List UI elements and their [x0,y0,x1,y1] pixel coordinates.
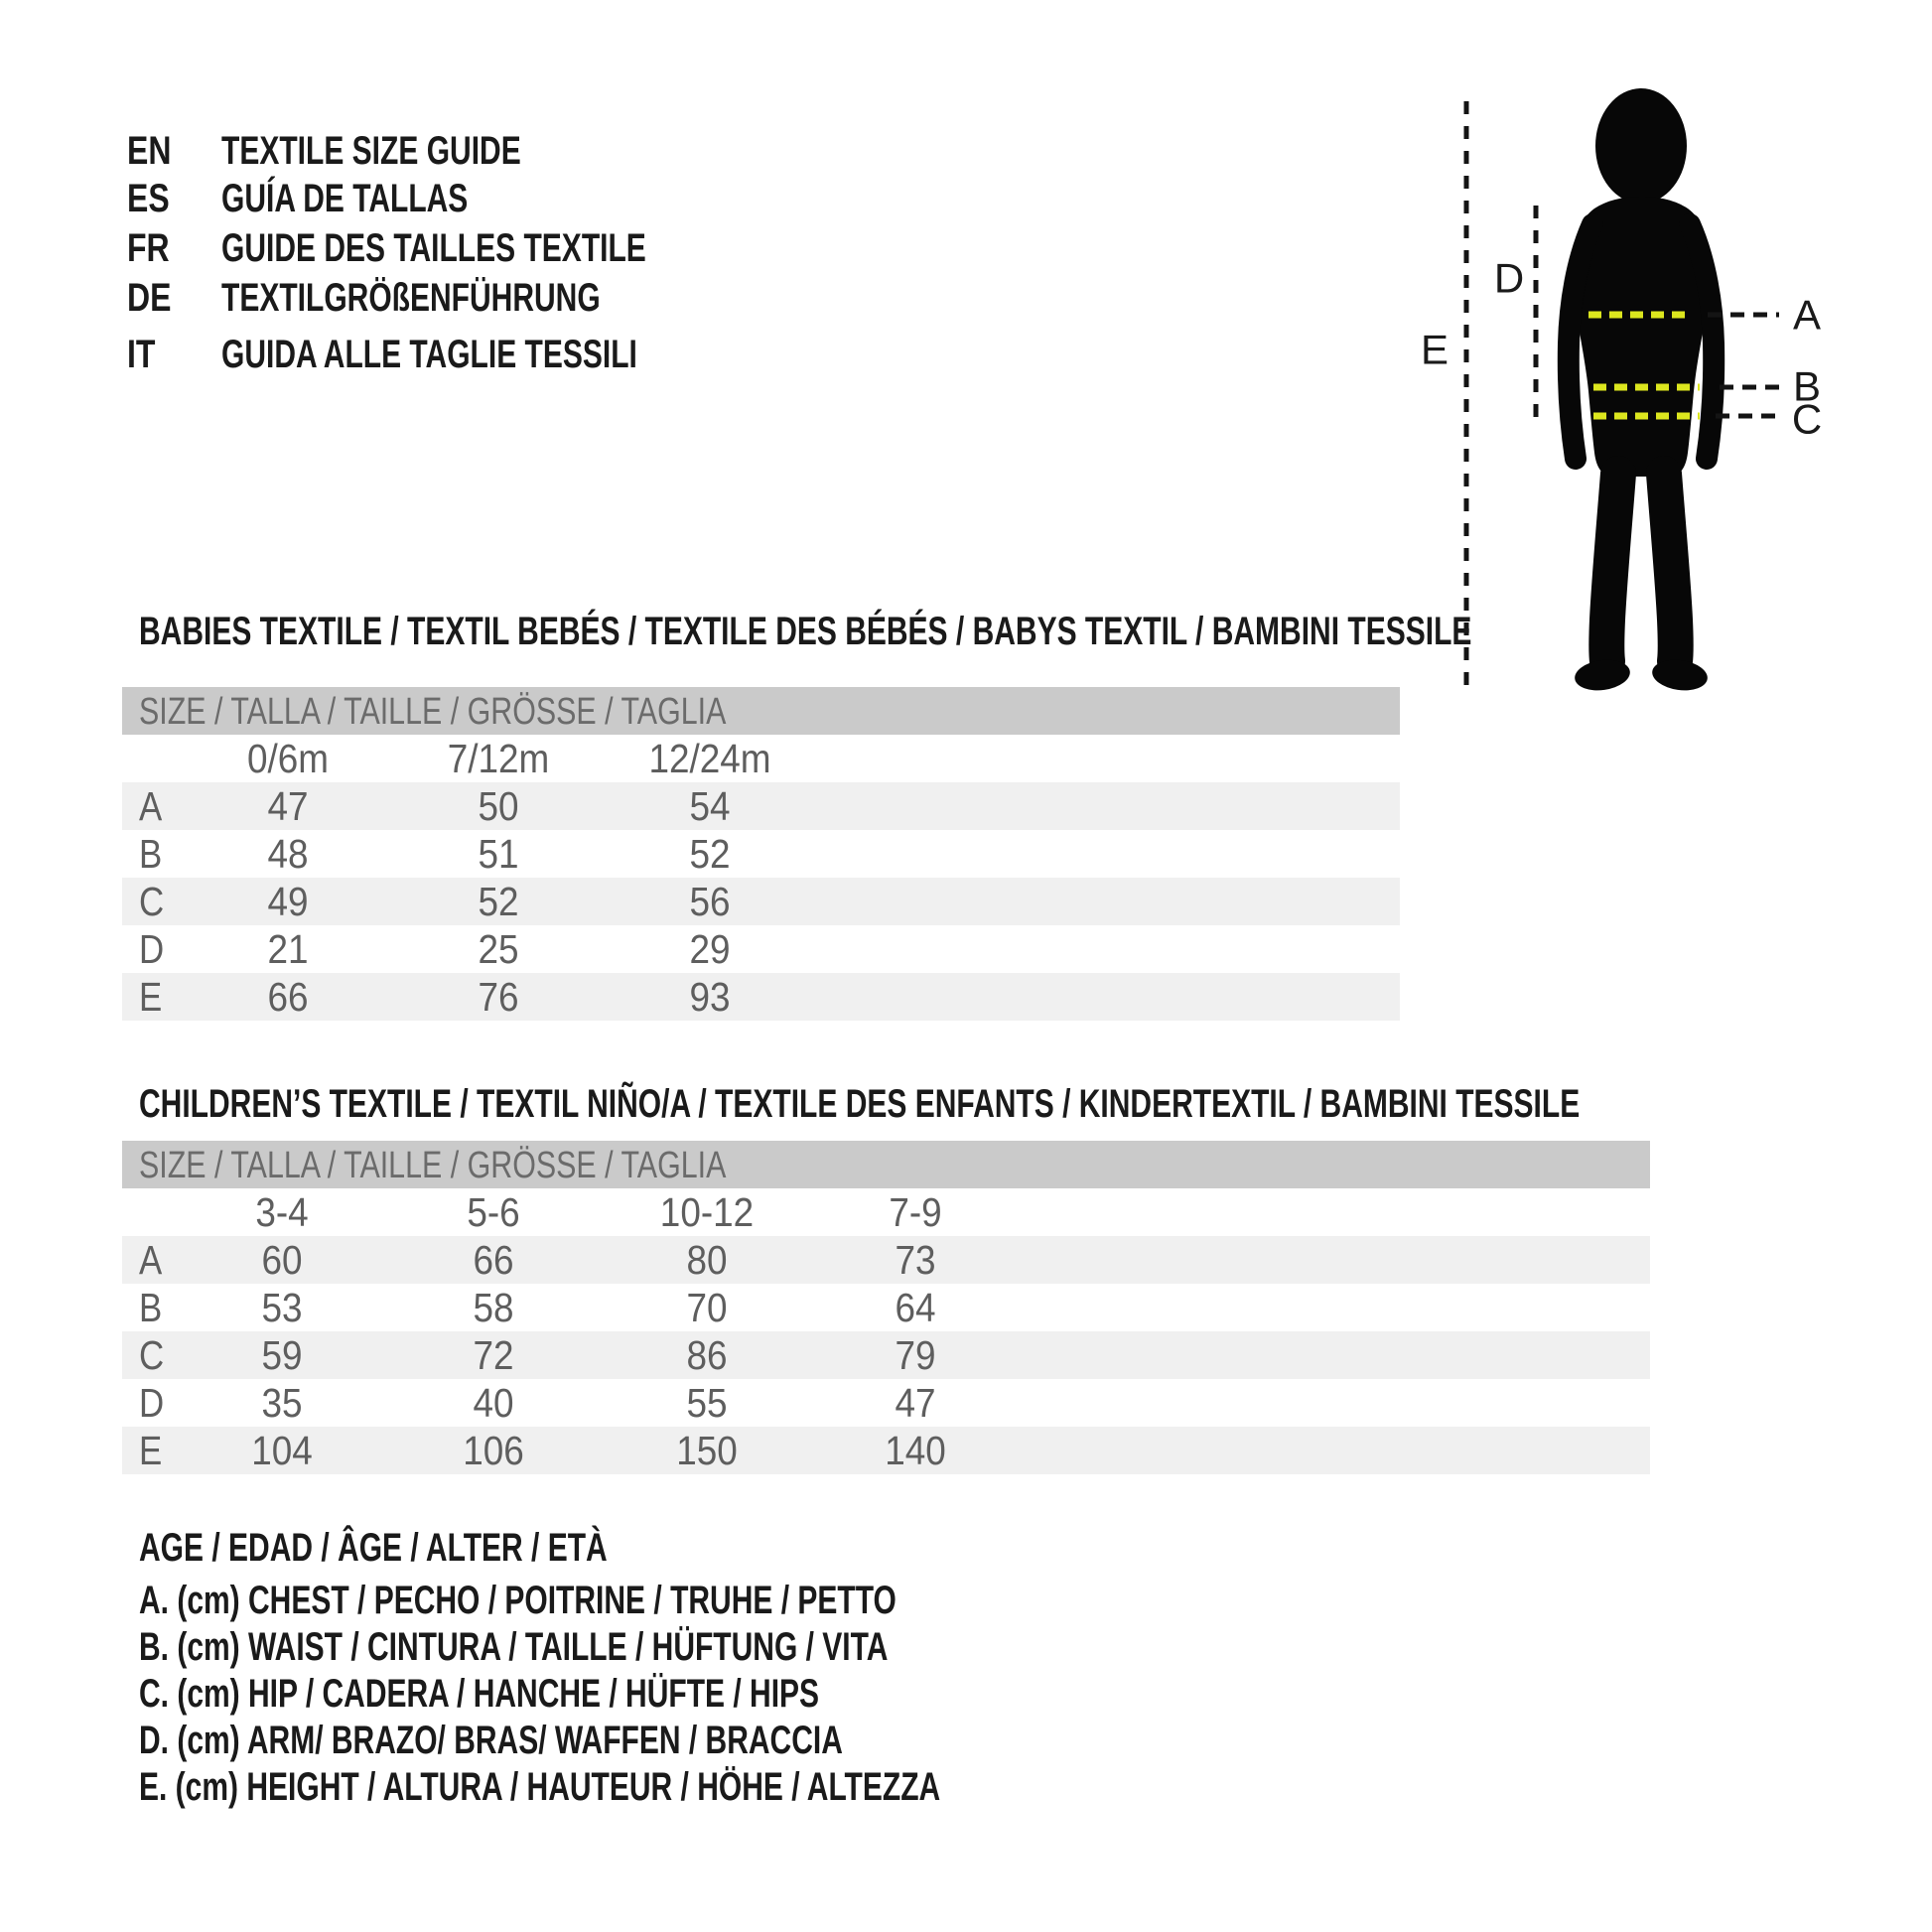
table-cell: 54 [689,783,731,829]
table-cell: 79 [895,1332,936,1378]
size-header-text: SIZE / TALLA / TAILLE / GRÖSSE / TAGLIA [139,691,727,733]
table-cell: 52 [689,831,731,877]
table-cell: 60 [261,1237,303,1283]
table-row [122,830,1400,878]
table-cell: 140 [885,1428,946,1473]
column-header: 12/24m [648,736,771,781]
label-c: C [1791,395,1823,443]
table-cell: 47 [895,1380,936,1426]
row-label: E [139,1428,163,1473]
table-cell: 48 [267,831,309,877]
language-code: ES [127,177,170,220]
table-cell: 55 [686,1380,728,1426]
language-title: GUIDA ALLE TAGLIE TESSILI [221,333,637,376]
table-cell: 106 [463,1428,524,1473]
language-title: GUIDE DES TAILLES TEXTILE [221,226,646,270]
table-row [122,1331,1650,1379]
table-row [122,878,1400,925]
table-cell: 49 [267,879,309,924]
row-label: A [139,783,163,829]
row-label: D [139,1380,165,1426]
row-label: B [139,1285,163,1330]
label-d: D [1493,254,1525,302]
language-title: TEXTILE SIZE GUIDE [221,129,521,173]
column-header: 5-6 [467,1189,520,1235]
babies-size-header-bar [122,687,1400,735]
row-label: A [139,1237,163,1283]
column-header: 7-9 [889,1189,942,1235]
legend-line-height: E. (cm) HEIGHT / ALTURA / HAUTEUR / HÖHE / ALTEZZA [139,1765,941,1809]
table-row [122,782,1400,830]
row-label: C [139,1332,165,1378]
table-cell: 72 [473,1332,514,1378]
table-cell: 29 [689,926,731,972]
table-cell: 52 [478,879,519,924]
column-header: 7/12m [447,736,550,781]
legend-line-arm: D. (cm) ARM/ BRAZO/ BRAS/ WAFFEN / BRACCIA [139,1719,843,1762]
table-cell: 66 [473,1237,514,1283]
table-row [122,1427,1650,1474]
label-a: A [1792,291,1822,339]
table-cell: 73 [895,1237,936,1283]
children-size-header-bar [122,1141,1650,1188]
table-row [122,925,1400,973]
size-header-text: SIZE / TALLA / TAILLE / GRÖSSE / TAGLIA [139,1145,727,1186]
label-b: B [1792,362,1822,410]
babies-column-header-row [122,735,1400,782]
table-row [122,973,1400,1021]
table-cell: 150 [676,1428,738,1473]
row-label: E [139,974,163,1020]
table-cell: 66 [267,974,309,1020]
legend-line-waist: B. (cm) WAIST / CINTURA / TAILLE / HÜFTUNG / VITA [139,1625,889,1669]
label-e: E [1420,326,1449,373]
language-code: FR [127,226,170,270]
table-cell: 51 [478,831,519,877]
table-cell: 58 [473,1285,514,1330]
silhouette [1569,88,1714,694]
babies-section-title: BABIES TEXTILE / TEXTIL BEBÉS / TEXTILE DES BÉBÉS / BABYS TEXTIL / BAMBINI TESSILE [139,610,1472,653]
table-cell: 25 [478,926,519,972]
legend-line-age: AGE / EDAD / ÂGE / ALTER / ETÀ [139,1526,608,1570]
table-cell: 64 [895,1285,936,1330]
table-cell: 93 [689,974,731,1020]
table-cell: 70 [686,1285,728,1330]
row-label: D [139,926,165,972]
language-title: GUÍA DE TALLAS [221,177,469,220]
table-cell: 47 [267,783,309,829]
table-cell: 40 [473,1380,514,1426]
column-header: 0/6m [246,736,330,781]
row-label: C [139,879,165,924]
table-cell: 80 [686,1237,728,1283]
language-title: TEXTILGRÖßENFÜHRUNG [221,276,601,320]
children-section-title: CHILDREN’S TEXTILE / TEXTIL NIÑO/A / TEXTILE DES ENFANTS / KINDERTEXTIL / BAMBINI TESSILE [139,1082,1581,1126]
table-cell: 56 [689,879,731,924]
language-code: EN [127,129,172,173]
language-code: IT [127,333,156,376]
row-label: B [139,831,163,877]
table-cell: 86 [686,1332,728,1378]
children-column-header-row [122,1188,1650,1236]
table-cell: 21 [267,926,309,972]
table-cell: 53 [261,1285,303,1330]
table-row [122,1284,1650,1331]
table-cell: 50 [478,783,519,829]
table-cell: 35 [261,1380,303,1426]
table-cell: 104 [251,1428,313,1473]
table-cell: 59 [261,1332,303,1378]
table-row [122,1379,1650,1427]
column-header: 10-12 [659,1189,755,1235]
legend-line-chest: A. (cm) CHEST / PECHO / POITRINE / TRUHE / PETTO [139,1579,897,1622]
column-header: 3-4 [255,1189,309,1235]
table-cell: 76 [478,974,519,1020]
table-row [122,1236,1650,1284]
language-code: DE [127,276,172,320]
legend-line-hip: C. (cm) HIP / CADERA / HANCHE / HÜFTE / HIPS [139,1672,820,1716]
